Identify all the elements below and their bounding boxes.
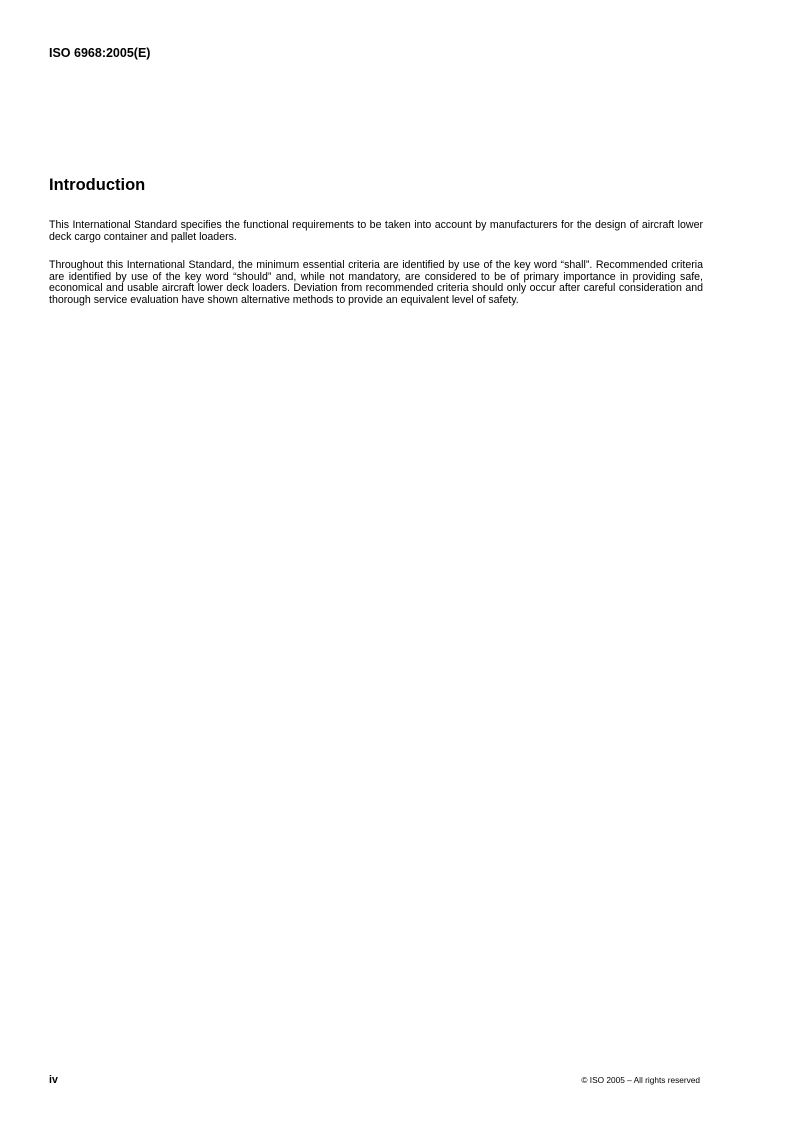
- copyright-notice: © ISO 2005 – All rights reserved: [581, 1075, 700, 1085]
- document-id: ISO 6968:2005(E): [49, 46, 151, 60]
- intro-paragraph-1: This International Standard specifies the functional requirements to be taken into account by manufacturers for the design of aircraft lower deck cargo container and pallet loaders.: [49, 219, 703, 243]
- intro-paragraph-2: Throughout this International Standard, the minimum essential criteria are identified by use of the key word “shall”. Recommended criteria are identified by use of the key word “should” and, while not mandatory, are considered to be of primary importance in providing safe, economical and usable aircraft lower deck loaders. Deviation from recommended criteria should only occur after careful consideration and thorough service evaluation have shown alternative methods to provide an equivalent level of safety.: [49, 259, 703, 306]
- page-number: iv: [49, 1074, 58, 1086]
- section-title: Introduction: [49, 176, 146, 194]
